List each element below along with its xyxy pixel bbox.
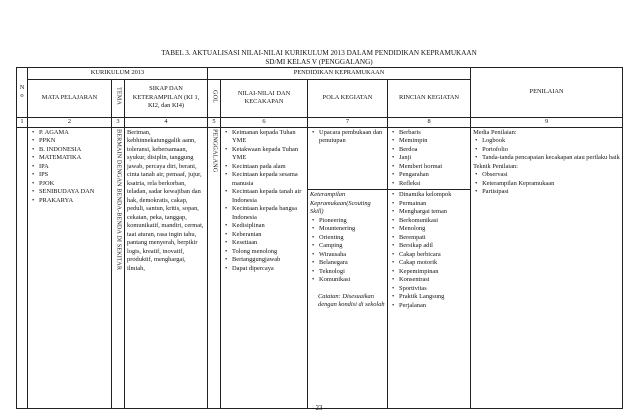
cell-no xyxy=(17,127,28,409)
curriculum-table xyxy=(16,67,623,409)
nilai-item: • Kecintaan kepada bangsa Indonesia xyxy=(232,205,305,222)
col-number: 9 xyxy=(471,117,623,127)
col-number: 2 xyxy=(28,117,112,127)
rincian-item: • Menolong xyxy=(399,225,468,234)
penilaian-teknik-heading: Teknik Penilaian: xyxy=(473,162,518,170)
rincian-item: • Cakap motorik xyxy=(399,259,468,268)
header-pola: POLA KEGIATAN xyxy=(308,79,388,117)
penilaian-item: • Partisipasi xyxy=(482,188,620,197)
table-row xyxy=(17,127,623,190)
rincian-item: • Kepemimpinan xyxy=(399,268,468,277)
rincian-item: • Memberi hormat xyxy=(399,163,468,172)
header-kurikulum: KURIKULUM 2013 xyxy=(28,68,208,80)
nilai-item: • Bertanggungjawab xyxy=(232,256,305,265)
nilai-item: • Keberanian xyxy=(232,231,305,240)
catatan-note: Catatan: Disesuaikan dengan kondisi di sekolah xyxy=(318,292,385,308)
tema-text: BERMAIN DENGAN BENDA-BENDA DI SEKITAR xyxy=(115,128,123,270)
col-number: 8 xyxy=(388,117,471,127)
rincian-item: • Praktik Langsung xyxy=(399,293,468,302)
subject-item: • P. AGAMA xyxy=(39,129,109,138)
rincian-item: • Cakap berbicara xyxy=(399,251,468,260)
subject-item: • IPA xyxy=(39,163,109,172)
header-sikap: SIKAP DAN KETERAMPILAN (KI 1, KI2, dan KI4) xyxy=(125,79,208,117)
subject-item: • SENIBUDAYA DAN xyxy=(39,188,109,197)
pola-item: • Wirausaha xyxy=(319,251,385,260)
header-tema xyxy=(112,79,125,117)
rincian-item: • Berkomunikasi xyxy=(399,217,468,226)
header-mata-pelajaran: MATA PELAJARAN xyxy=(28,79,112,117)
header-nilai: NILAI-NILAI DAN KECAKAPAN xyxy=(221,79,308,117)
nilai-item: • Keimanan kepada Tuhan YME xyxy=(232,129,305,146)
cell-subjects xyxy=(28,127,112,409)
rincian-item: • Refleksi xyxy=(399,180,468,189)
pola-item: • Mountenering xyxy=(319,225,385,234)
cell-rincian-top xyxy=(388,127,471,190)
pola-item: • Orienting xyxy=(319,234,385,243)
table-caption-line1: TABEL 3. AKTUALISASI NILAI-NILAI KURIKULUM 2013 DALAM PENDIDIKAN KEPRAMUKAAN xyxy=(161,49,477,57)
nilai-item: • Kecintaan pada alam xyxy=(232,163,305,172)
cell-rincian-bottom xyxy=(388,190,471,409)
rincian-item: • Janji xyxy=(399,154,468,163)
rincian-item: • Perjalanan xyxy=(399,302,468,311)
rincian-item: • Berbaris xyxy=(399,129,468,138)
penilaian-item: • Keterampilan Kepramukaan xyxy=(482,180,620,189)
rincian-item: • Berdoa xyxy=(399,146,468,155)
subject-item: • PRAKARYA xyxy=(39,197,109,206)
cell-sikap: Beriman, kebhinnekatunggalik aann, toleransi, kebersamaan, syukur, disiplin, tanggung jawab, percaya diri, berani, cinta tanah air, pemaaf, jujur, ksatria, rela berkorban, teladan, sadar kewajiban dan hak, demokratis, cakap, peduli, santun, kritis, sopan, cekatan, peka, tanggap, komunikatif, mandiri, cermat, taat aturan, rasa ingin tahu, pantang menyerah, berpikir logis, kreatif, inovatif, produktif, menghargai, ilmiah, xyxy=(125,127,208,409)
nilai-item: • Kecintaan kepada tanah air Indonesia xyxy=(232,188,305,205)
header-rincian: RINCIAN KEGIATAN xyxy=(388,79,471,117)
rincian-item: • Berempati xyxy=(399,234,468,243)
penilaian-item: • Observasi xyxy=(482,171,620,180)
subject-item: • IPS xyxy=(39,171,109,180)
table-container xyxy=(16,67,622,403)
col-number: 6 xyxy=(221,117,308,127)
pola-item: • Upacara pembukaan dan penutupan xyxy=(319,129,385,146)
subject-item: • MATEMATIKA xyxy=(39,154,109,163)
penilaian-item: • Portofolio xyxy=(482,146,620,155)
page-number: - 23 - xyxy=(311,404,327,412)
header-pendidikan: PENDIDIKAN KEPRAMUKAAN xyxy=(208,68,471,80)
penilaian-item: • Logbook xyxy=(482,137,620,146)
pola-item: • Teknologi xyxy=(319,268,385,277)
subject-item: • PPKN xyxy=(39,137,109,146)
rincian-item: • Bersikap adil xyxy=(399,242,468,251)
nilai-item: • Tolong menolong xyxy=(232,248,305,257)
nilai-item: • Dapat dipercaya xyxy=(232,265,305,274)
cell-nilai xyxy=(221,127,308,409)
cell-gol xyxy=(208,127,221,409)
rincian-item: • Pengarahan xyxy=(399,171,468,180)
rincian-item: • Memimpin xyxy=(399,137,468,146)
cell-pola-bottom xyxy=(308,190,388,409)
rincian-item: • Konsentrasi xyxy=(399,276,468,285)
column-number-row xyxy=(17,117,623,127)
col-number: 5 xyxy=(208,117,221,127)
header-tema-text: TEMA xyxy=(115,87,123,106)
header-penilaian: PENILAIAN xyxy=(471,68,623,118)
cell-tema xyxy=(112,127,125,409)
pola-item: • Komunikasi xyxy=(319,276,385,285)
subject-item: • PJOK xyxy=(39,180,109,189)
pola-skill-heading: Keterampilan Kepramukaan(Scouting Skill) xyxy=(310,191,371,215)
rincian-item: • Sportivitas xyxy=(399,285,468,294)
nilai-item: • Kedisiplinan xyxy=(232,222,305,231)
nilai-item: • Kecintaan kepada sesama manusia xyxy=(232,171,305,188)
penilaian-item: • Tanda-tanda pencapaian kecakapan atau perilaku baik xyxy=(482,154,620,163)
cell-penilaian xyxy=(471,127,623,409)
header-no: N o xyxy=(17,68,28,118)
rincian-item: • Menghargai teman xyxy=(399,208,468,217)
rincian-item: • Permainan xyxy=(399,200,468,209)
subject-item: • B. INDONESIA xyxy=(39,146,109,155)
pola-item: • Belanegara xyxy=(319,259,385,268)
col-number: 3 xyxy=(112,117,125,127)
table-caption-line2: SD/MI KELAS V (PENGGALANG) xyxy=(265,58,373,66)
gol-text: PENGGALANG xyxy=(211,128,219,172)
nilai-item: • Ketakwaan kepada Tuhan YME xyxy=(232,146,305,163)
header-gol xyxy=(208,79,221,117)
col-number: 4 xyxy=(125,117,208,127)
penilaian-media-heading: Media Penilaian: xyxy=(473,128,517,136)
nilai-item: • Kesetiaan xyxy=(232,239,305,248)
pola-item: • Camping xyxy=(319,242,385,251)
pola-item: • Pioneering xyxy=(319,217,385,226)
header-gol-text: GOL xyxy=(211,89,219,103)
col-number: 1 xyxy=(17,117,28,127)
col-number: 7 xyxy=(308,117,388,127)
cell-pola-top xyxy=(308,127,388,190)
rincian-item: • Dinamika kelompok xyxy=(399,191,468,200)
